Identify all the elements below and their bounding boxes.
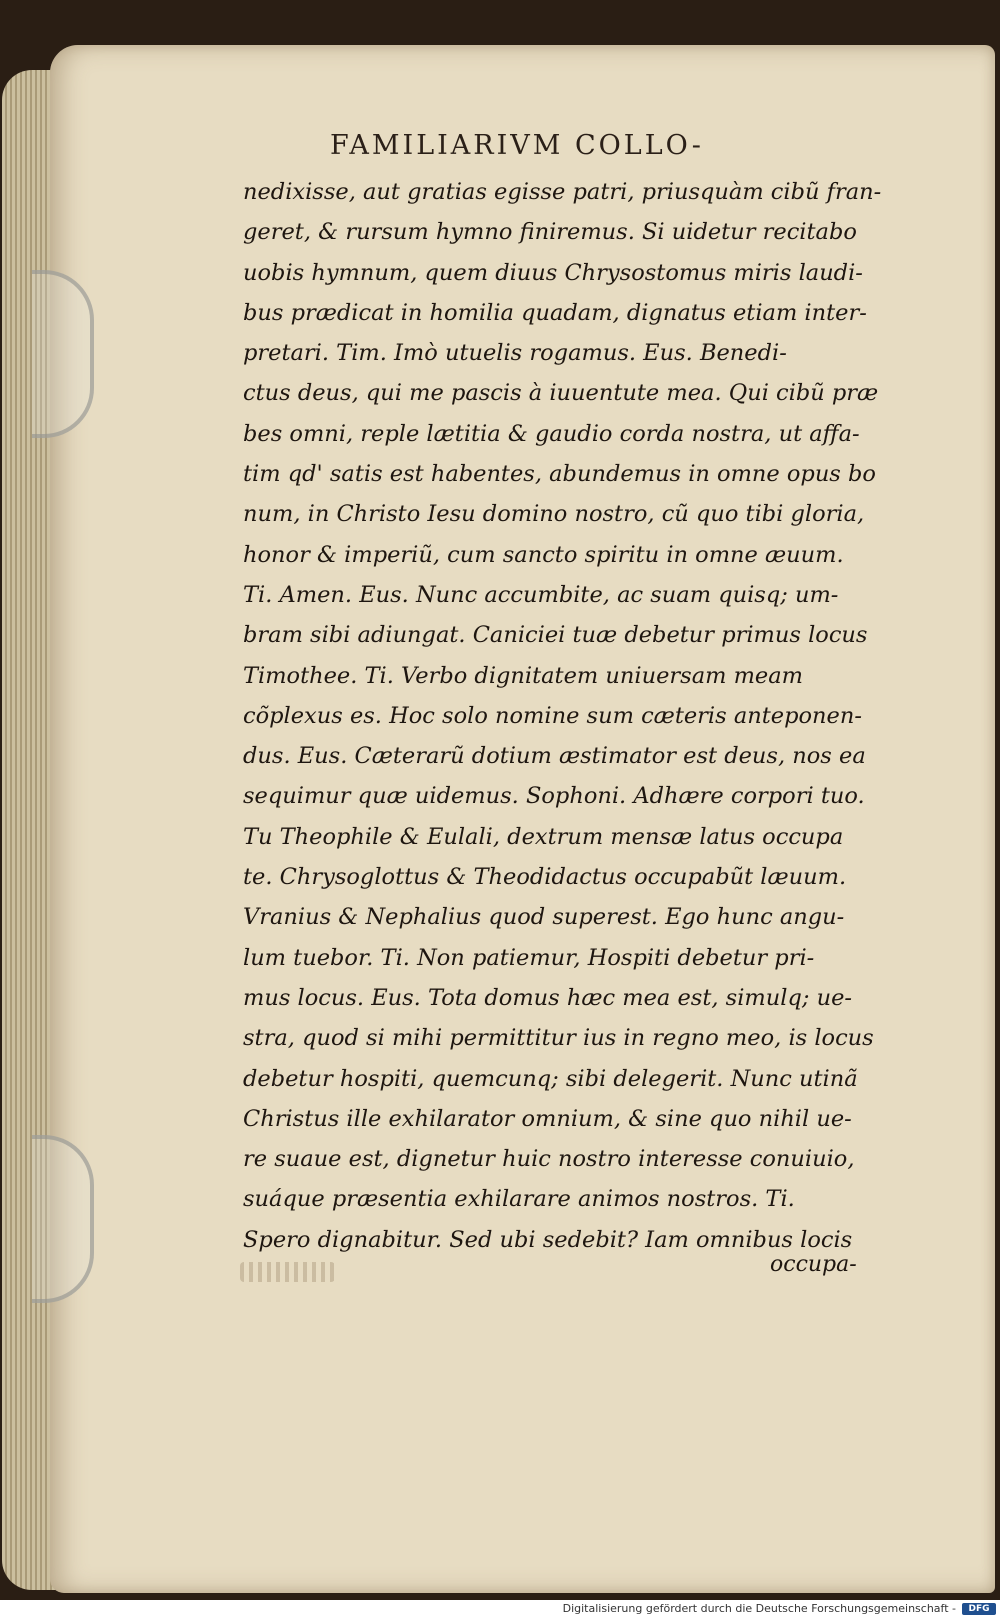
text-line: Spero dignabitur. Sed ubi sedebit? Iam omnibus locis (243, 1226, 853, 1253)
text-line: pretari. Tim. Imò utuelis rogamus. Eus. Benedi- (243, 340, 787, 367)
text-line: lum tuebor. Ti. Non patiemur, Hospiti debetur pri- (243, 944, 815, 971)
text-line: debetur hospiti, quemcunq; sibi delegerit. Nunc utinã (243, 1065, 858, 1092)
text-line: honor & imperiũ, cum sancto spiritu in omne æuum. (243, 541, 844, 568)
text-line: Ti. Amen. Eus. Nunc accumbite, ac suam quisq; um- (243, 581, 839, 608)
text-line: dus. Eus. Cæterarũ dotium æstimator est deus, nos ea (243, 743, 866, 770)
clip-bottom (32, 1135, 94, 1303)
text-line: geret, & rursum hymno finiremus. Si uidetur recitabo (243, 219, 857, 246)
footer-bar (0, 1600, 1000, 1618)
text-line: te. Chrysoglottus & Theodidactus occupabũt læuum. (243, 864, 847, 891)
text-line: tim qd' satis est habentes, abundemus in omne opus bo (243, 461, 876, 488)
text-line: stra, quod si mihi permittitur ius in regno meo, is locus (243, 1025, 874, 1052)
text-line: bram sibi adiungat. Caniciei tuæ debetur primus locus (243, 622, 868, 649)
text-line: bes omni, reple lætitia & gaudio corda nostra, ut affa- (243, 420, 860, 447)
text-line: Timothee. Ti. Verbo dignitatem uniuersam meam (243, 662, 803, 689)
body-text (243, 172, 883, 1260)
text-line: ctus deus, qui me pascis à iuuentute mea. Qui cibũ præ (243, 380, 879, 407)
running-head: FAMILIARIVM COLLO- (330, 130, 704, 161)
faded-stamp (240, 1262, 335, 1282)
text-line: sequimur quæ uidemus. Sophoni. Adhære corpori tuo. (243, 783, 865, 810)
text-line: uobis hymnum, quem diuus Chrysostomus miris laudi- (243, 259, 863, 286)
text-line: bus prædicat in homilia quadam, dignatus etiam inter- (243, 299, 867, 326)
footer-credit: Digitalisierung gefördert durch die Deutsche Forschungsgemeinschaft - (562, 1602, 956, 1615)
text-line: cõplexus es. Hoc solo nomine sum cæteris anteponen- (243, 702, 862, 729)
catchword: occupa- (770, 1252, 857, 1277)
text-line: suáque præsentia exhilarare animos nostros. Ti. (243, 1186, 795, 1213)
dfg-logo: DFG (962, 1603, 996, 1615)
text-line: Christus ille exhilarator omnium, & sine quo nihil ue- (243, 1105, 852, 1132)
clip-top (32, 270, 94, 438)
text-line: num, in Christo Iesu domino nostro, cũ quo tibi gloria, (243, 501, 865, 528)
text-line: Vranius & Nephalius quod superest. Ego hunc angu- (243, 904, 845, 931)
text-line: mus locus. Eus. Tota domus hæc mea est, simulq; ue- (243, 984, 852, 1011)
text-line: re suaue est, dignetur huic nostro interesse conuiuio, (243, 1146, 855, 1173)
text-line: Tu Theophile & Eulali, dextrum mensæ latus occupa (243, 823, 844, 850)
text-line: nedixisse, aut gratias egisse patri, priusquàm cibũ fran- (243, 179, 882, 205)
